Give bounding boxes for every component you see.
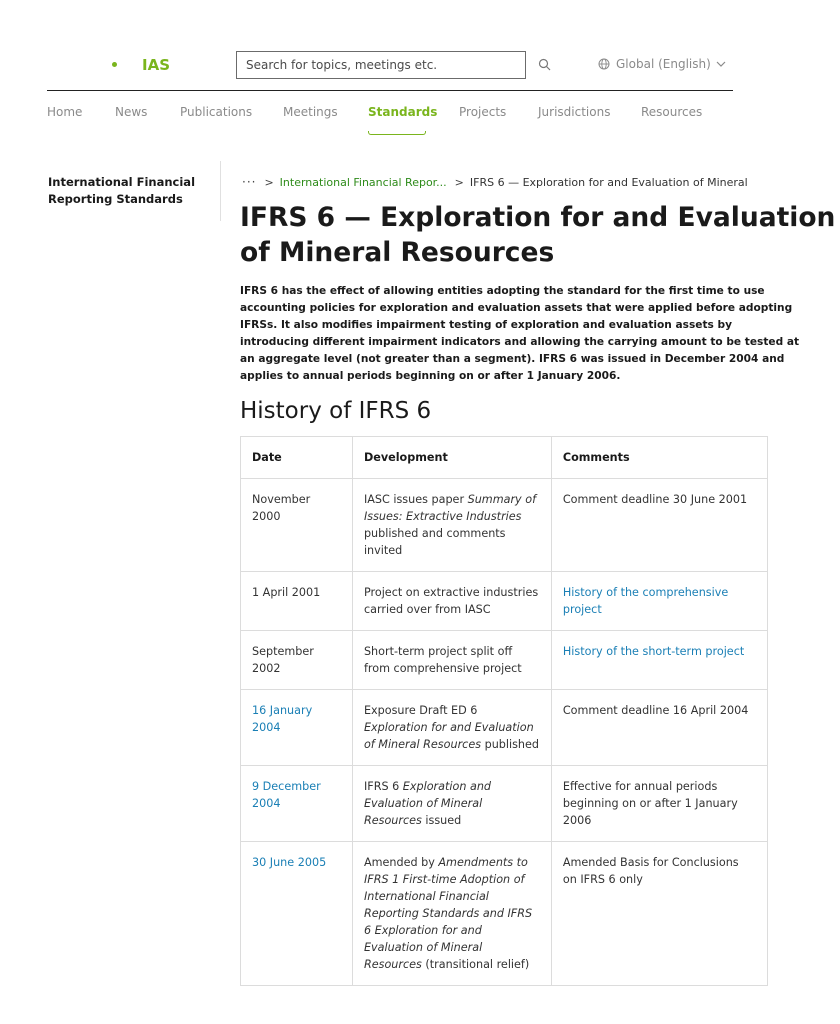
page-title: IFRS 6 — Exploration for and Evaluation of Mineral Resources — [240, 202, 836, 268]
table-row — [241, 631, 768, 690]
logo-dot — [112, 62, 117, 67]
region-label: Global (English) — [616, 57, 711, 71]
cell-date — [241, 842, 353, 986]
nav-resources[interactable]: Resources — [641, 105, 703, 119]
chevron-down-icon — [716, 61, 726, 67]
globe-icon — [598, 58, 610, 70]
table-header-row — [241, 437, 768, 479]
cell-development: IASC issues paper Summary of Issues: Extractive Industries published and comments invited — [352, 479, 551, 572]
nav-active-indicator — [368, 131, 426, 135]
cell-comment: Comment deadline 16 April 2004 — [551, 690, 767, 766]
table-row — [241, 479, 768, 572]
cell-date: 1 April 2001 — [241, 572, 353, 631]
date-link[interactable]: 30 June 2005 — [252, 856, 327, 869]
breadcrumb-ellipsis[interactable]: ··· — [242, 175, 257, 189]
nav-jurisdictions[interactable]: Jurisdictions — [538, 105, 611, 119]
cell-comment — [551, 631, 767, 690]
nav-standards[interactable]: Standards — [368, 105, 438, 119]
cell-comment: Comment deadline 30 June 2001 — [551, 479, 767, 572]
comprehensive-project-link[interactable]: History of the comprehensive project — [562, 586, 729, 616]
cell-development: Amended by Amendments to IFRS 1 First-time Adoption of International Financial Reporting Standards and IFRS 6 Exploration for and Evaluation of Mineral Resources (transitional relief) — [352, 842, 551, 986]
breadcrumb-parent-link[interactable]: International Financial Repor... — [279, 175, 447, 189]
nav-meetings[interactable]: Meetings — [283, 105, 338, 119]
cell-comment — [551, 572, 767, 631]
search-icon[interactable] — [538, 58, 552, 72]
cell-development: Exposure Draft ED 6 Exploration for and Evaluation of Mineral Resources published — [352, 690, 551, 766]
intro-paragraph: IFRS 6 has the effect of allowing entities adopting the standard for the first time to use accounting policies for exploration and evaluation assets that were applied before adopting IFRSs. It also modifies impairment testing of exploration and evaluation assets by introducing different impairment indicators and allowing the carrying amount to be tested at an aggregate level (not greater than a segment). IFRS 6 was issued in December 2004 and applies to annual periods beginning on or after 1 January 2006. — [240, 285, 800, 382]
main-nav — [0, 105, 768, 125]
date-link[interactable]: 9 December 2004 — [252, 780, 321, 810]
short-term-project-link[interactable]: History of the short-term project — [562, 645, 745, 658]
cell-date — [241, 690, 353, 766]
column-header-date: Date — [241, 437, 353, 479]
nav-publications[interactable]: Publications — [180, 105, 253, 119]
nav-home[interactable]: Home — [47, 105, 83, 119]
table-row — [241, 766, 768, 842]
table-row — [241, 842, 768, 986]
breadcrumb-separator: > — [264, 175, 274, 189]
column-header-development: Development — [352, 437, 551, 479]
sidebar-title[interactable]: International Financial Reporting Standards — [48, 175, 196, 206]
cell-development: IFRS 6 Exploration and Evaluation of Mineral Resources issued — [352, 766, 551, 842]
cell-date: September 2002 — [241, 631, 353, 690]
date-link[interactable]: 16 January 2004 — [252, 704, 313, 734]
logo[interactable]: IAS — [142, 56, 170, 74]
history-heading: History of IFRS 6 — [240, 398, 432, 424]
sidebar-divider — [220, 161, 221, 221]
breadcrumb-current: IFRS 6 — Exploration for and Evaluation of Mineral — [469, 175, 748, 189]
header-divider — [47, 90, 733, 91]
region-selector[interactable] — [598, 57, 732, 71]
history-table — [240, 436, 768, 986]
cell-date — [241, 766, 353, 842]
nav-projects[interactable]: Projects — [459, 105, 507, 119]
nav-news[interactable]: News — [115, 105, 148, 119]
cell-date: November 2000 — [241, 479, 353, 572]
cell-comment: Effective for annual periods beginning on or after 1 January 2006 — [551, 766, 767, 842]
search-input[interactable] — [236, 51, 526, 79]
breadcrumb-separator: > — [454, 175, 464, 189]
column-header-comments: Comments — [551, 437, 767, 479]
cell-development: Short-term project split off from comprehensive project — [352, 631, 551, 690]
table-row — [241, 572, 768, 631]
cell-comment: Amended Basis for Conclusions on IFRS 6 only — [551, 842, 767, 986]
breadcrumb — [242, 175, 762, 189]
table-row — [241, 690, 768, 766]
cell-development: Project on extractive industries carried over from IASC — [352, 572, 551, 631]
